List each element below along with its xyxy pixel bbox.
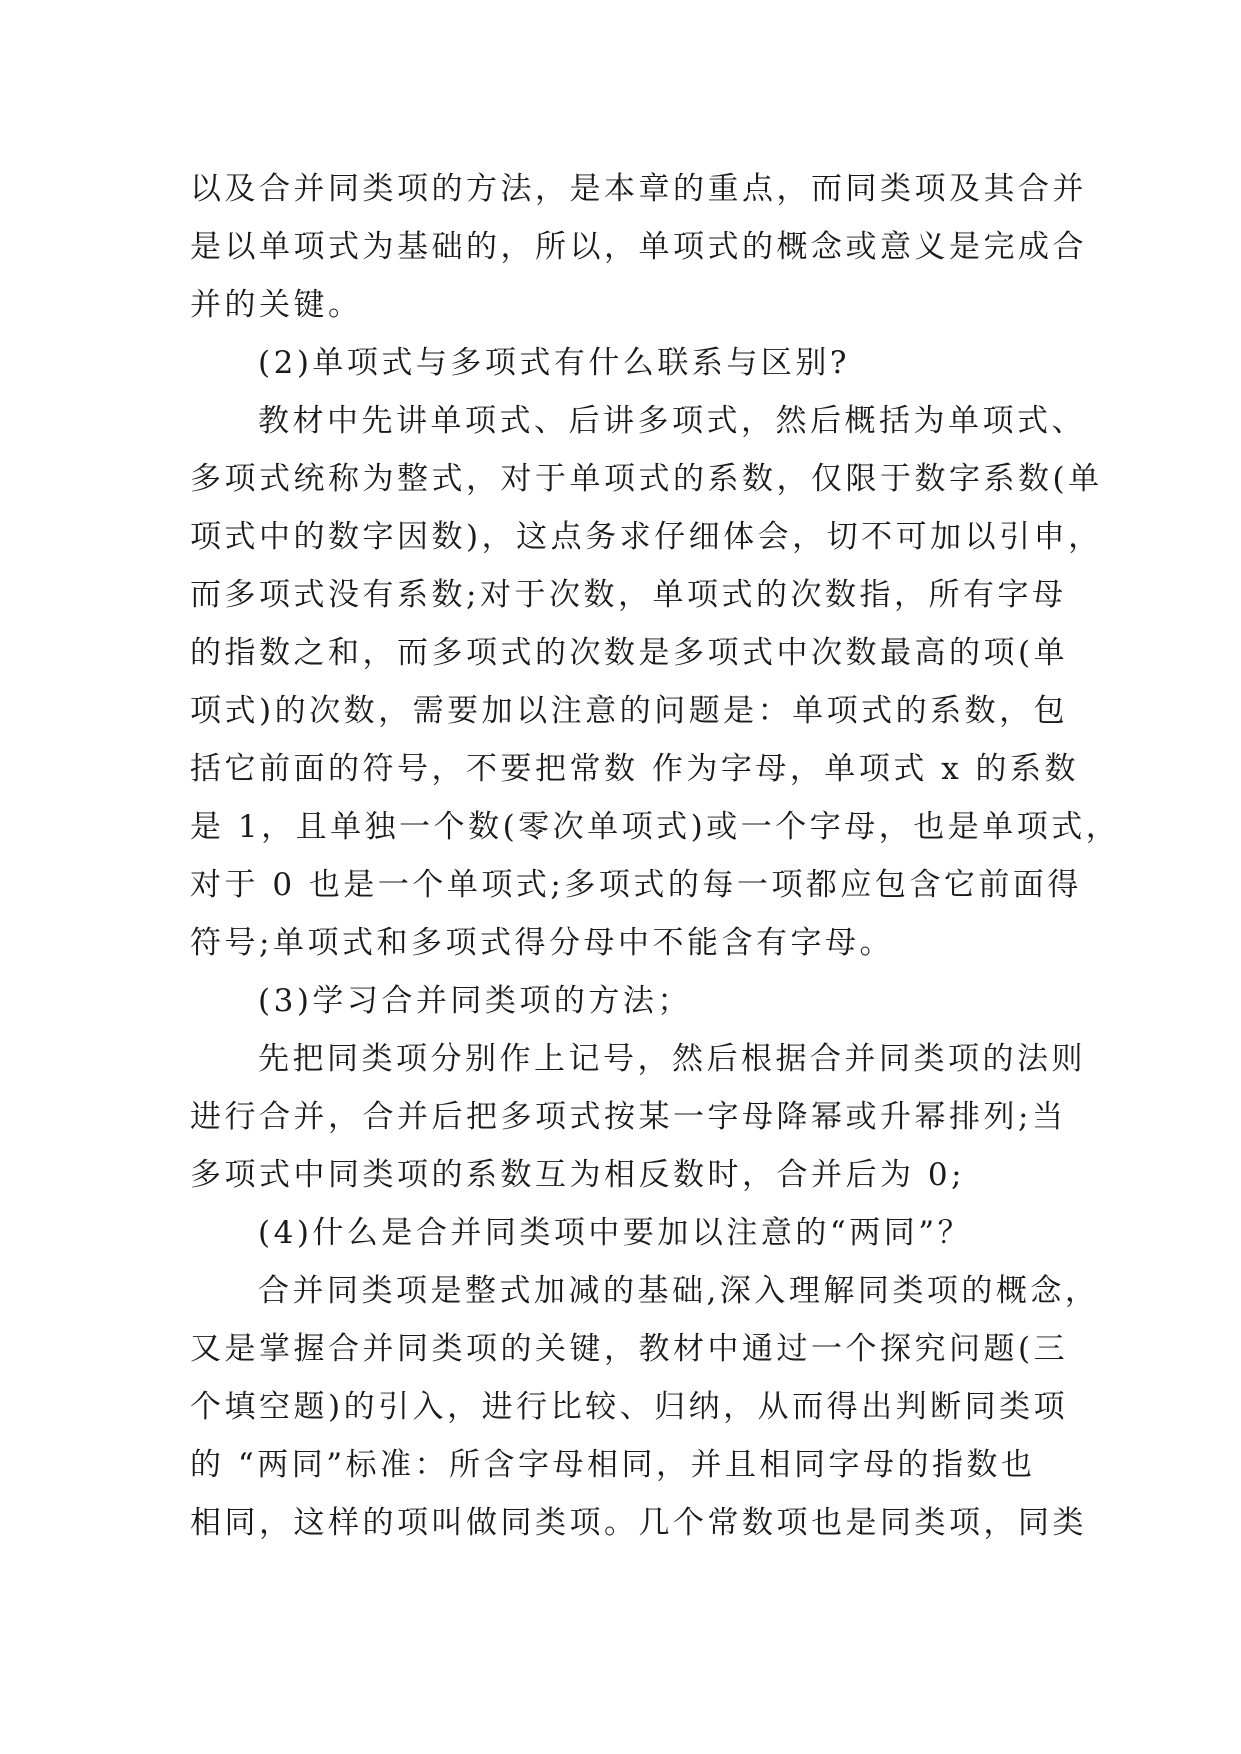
text-line: 多项式统称为整式，对于单项式的系数，仅限于数字系数(单 — [190, 461, 1103, 497]
text-line: 项式中的数字因数)，这点务求仔细体会，切不可加以引申， — [190, 519, 1103, 555]
text-line: (4)什么是合并同类项中要加以注意的“两同”？ — [258, 1215, 973, 1251]
text-line: (2)单项式与多项式有什么联系与区别? — [258, 345, 851, 381]
text-line: 进行合并，合并后把多项式按某一字母降幂或升幂排列;当 — [190, 1099, 1067, 1135]
text-line: 个填空题)的引入，进行比较、归纳，从而得出判断同类项 — [190, 1389, 1069, 1425]
text-line: 并的关键。 — [190, 287, 363, 323]
text-line: 是 1，且单独一个数(零次单项式)或一个字母，也是单项式， — [190, 809, 1121, 845]
text-line: 的指数之和，而多项式的次数是多项式中次数最高的项(单 — [190, 635, 1069, 671]
text-line: 项式)的次数，需要加以注意的问题是：单项式的系数，包 — [190, 693, 1069, 729]
text-line: 多项式中同类项的系数互为相反数时，合并后为 0; — [190, 1157, 966, 1193]
text-line: 合并同类项是整式加减的基础,深入理解同类项的概念， — [258, 1273, 1100, 1309]
text-line: 括它前面的符号，不要把常数 作为字母，单项式 x 的系数 — [190, 751, 1080, 787]
text-line: 符号;单项式和多项式得分母中不能含有字母。 — [190, 925, 894, 961]
body-text — [190, 160, 1121, 1552]
text-line: 相同，这样的项叫做同类项。几个常数项也是同类项，同类 — [190, 1505, 1087, 1541]
text-line: 是以单项式为基础的，所以，单项式的概念或意义是完成合 — [190, 229, 1087, 265]
text-line: 而多项式没有系数;对于次数，单项式的次数指，所有字母 — [190, 577, 1067, 613]
text-line: (3)学习合并同类项的方法； — [258, 983, 692, 1019]
text-line: 教材中先讲单项式、后讲多项式，然后概括为单项式、 — [258, 403, 1086, 439]
text-line: 的 “两同”标准：所含字母相同，并且相同字母的指数也 — [190, 1447, 1036, 1483]
text-line: 以及合并同类项的方法，是本章的重点，而同类项及其合并 — [190, 171, 1087, 207]
text-line: 对于 0 也是一个单项式;多项式的每一项都应包含它前面得 — [190, 867, 1082, 903]
text-line: 先把同类项分别作上记号，然后根据合并同类项的法则 — [258, 1041, 1086, 1077]
text-line: 又是掌握合并同类项的关键，教材中通过一个探究问题(三 — [190, 1331, 1069, 1367]
